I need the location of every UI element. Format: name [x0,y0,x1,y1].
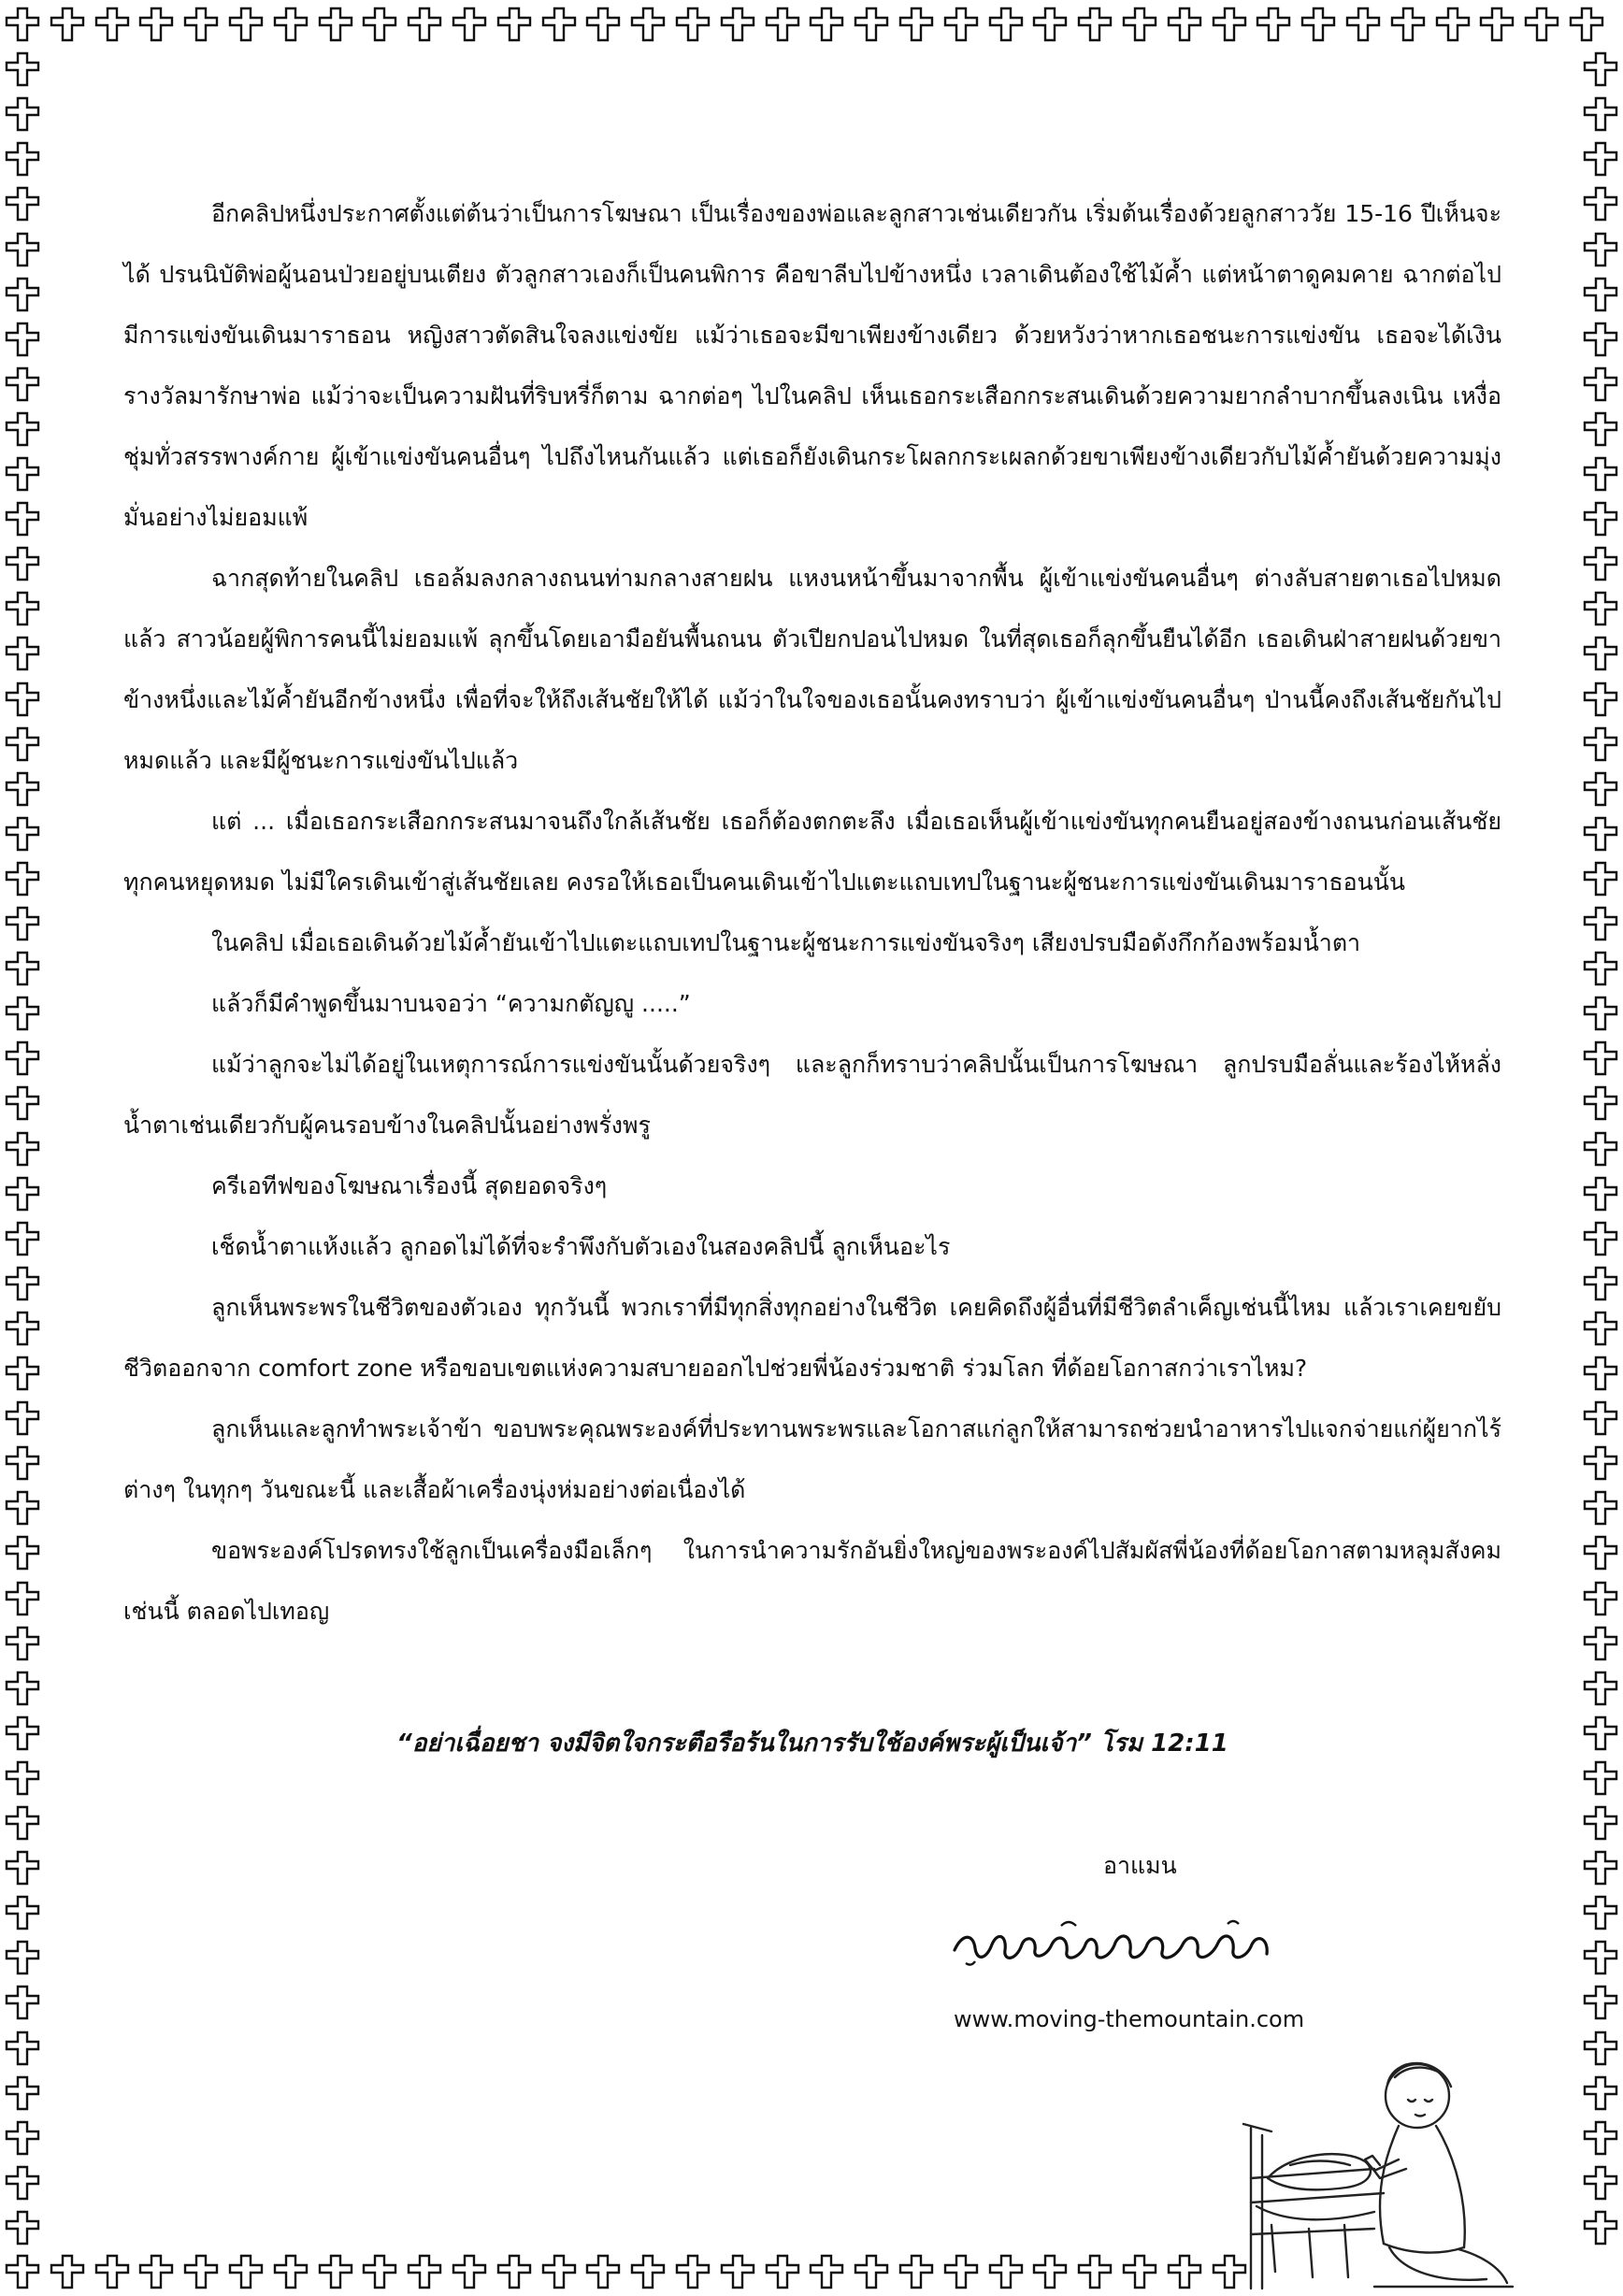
cross-icon [674,6,711,43]
cross-icon [4,185,41,222]
cross-icon [1582,366,1619,403]
cross-icon [496,6,533,43]
cross-icon [137,6,175,43]
paragraph: แม้ว่าลูกจะไม่ได้อยู่ในเหตุการณ์การแข่งขันนั้นด้วยจริงๆ และลูกก็ทราบว่าคลิปนั้นเป็นการโฆษณา ลูกปรบมือลั่นและร้องไห้หลั่งน้ำตาเช่นเดียวกับผู้คนรอบข้างในคลิปนั้นอย่างพรั่งพรู [123,1051,1501,1139]
cross-icon [4,95,41,133]
cross-icon [808,6,845,43]
cross-icon [4,1849,41,1887]
praying-child-illustration [1234,2038,1515,2290]
cross-icon [1582,1084,1619,1122]
cross-icon [451,2253,488,2290]
cross-icon [584,2253,622,2290]
cross-icon [4,905,41,942]
cross-icon [4,860,41,897]
cross-icon [4,1310,41,1347]
cross-icon [4,681,41,718]
cross-icon [1300,6,1337,43]
cross-icon [719,6,756,43]
paragraph: ฉากสุดท้ายในคลิป เธอล้มลงกลางถนนท่ามกลางสายฝน แหงนหน้าขึ้นมาจากพื้น ผู้เข้าแข่งขันคนอื่นๆ ต่างลับสายตาเธอไปหมดแล้ว สาวน้อยผู้พิการคนนี้ไม่ยอมแพ้ ลุกขึ้นโดยเอามือยันพื้นถนน ตัวเปียกปอนไปหมด ในที่สุดเธอก็ลุกขึ้นยืนได้อีก เธอเดินฝ่าสายฝนด้วยขาข้างหนึ่งและไม้ค้ำยันอีกข้างหนึ่ง เพื่อที่จะให้ถึงเส้นชัยให้ได้ แม้ว่าในใจของเธอนั้นคงทราบว่า ผู้เข้าแข่งขันคนอื่นๆ ป่านนี้คงถึงเส้นชัยกันไปหมดแล้ว และมีผู้ชนะการแข่งขันไปแล้ว [123,565,1501,774]
cross-icon [1582,1625,1619,1662]
cross-icon [1582,95,1619,133]
cross-icon [1582,681,1619,718]
cross-icon [4,1715,41,1752]
cross-icon [1389,6,1427,43]
cross-icon [1582,1310,1619,1347]
cross-icon [1582,950,1619,987]
cross-icon [4,366,41,403]
paragraph: ขอพระองค์โปรดทรงใช้ลูกเป็นเครื่องมือเล็กๆ ในการนำความรักอันยิ่งใหญ่ของพระองค์ไปสัมผัสพี่น้องที่ด้อยโอกาสตามหลุมสังคมเช่นนี้ ตลอดไปเทอญ [123,1537,1501,1625]
cross-icon [1582,1984,1619,2021]
cross-icon [1478,6,1515,43]
cross-icon [1582,1534,1619,1571]
cross-icon [4,2074,41,2112]
cross-icon [898,6,935,43]
handwritten-signature [949,1916,1285,1969]
website-url: www.moving-themountain.com [954,2006,1305,2032]
cross-icon [1076,6,1113,43]
cross-icon [317,2253,354,2290]
cross-icon [4,1489,41,1527]
cross-icon [1582,2074,1619,2112]
cross-icon [853,2253,890,2290]
cross-icon [1582,1939,1619,1976]
cross-icon [1582,905,1619,942]
cross-icon [406,6,443,43]
cross-icon [4,590,41,627]
cross-icon [1582,1670,1619,1707]
cross-icon [4,500,41,538]
cross-icon [1582,1040,1619,1077]
cross-icon [1582,1804,1619,1842]
cross-icon [764,2253,801,2290]
cross-icon [1582,500,1619,538]
cross-icon [4,1220,41,1257]
cross-icon [1031,6,1069,43]
cross-icon [584,6,622,43]
cross-icon [4,276,41,313]
cross-icon [1582,1220,1619,1257]
cross-icon [1031,2253,1069,2290]
cross-icon [1582,635,1619,672]
cross-icon [4,1894,41,1931]
cross-icon [272,2253,309,2290]
paragraph: อีกคลิปหนึ่งประกาศตั้งแต่ต้นว่าเป็นการโฆษณา เป็นเรื่องของพ่อและลูกสาวเช่นเดียวกัน เริ่มต้นเรื่องด้วยลูกสาววัย 15-16 ปีเห็นจะได้ ปรนนิบัติพ่อผู้นอนป่วยอยู่บนเตียง ตัวลูกสาวเองก็เป็นคนพิการ คือขาลีบไปข้างหนึ่ง เวลาเดินต้องใช้ไม้ค้ำ แต่หน้าตาดูคมคาย ฉากต่อไปมีการแข่งขันเดินมาราธอน หญิงสาวตัดสินใจลงแข่งขัย แม้ว่าเธอจะมีขาเพียงข้างเดียว ด้วยหวังว่าหากเธอชนะการแข่งขัน เธอจะได้เงินรางวัลมารักษาพ่อ แม้ว่าจะเป็นความฝันที่ริบหรี่ก็ตาม ฉากต่อๆ ไปในคลิป เห็นเธอกระเสือกกระสนเดินด้วยความยากลำบากขึ้นลงเนิน เหงื่อชุ่มทั่วสรรพางค์กาย ผู้เข้าแข่งขันคนอื่นๆ ไปถึงไหนกันแล้ว แต่เธอก็ยังเดินกระโผลกกระเผลกด้วยขาเพียงข้างเดียวกับไม้ค้ำยันด้วยความมุ่งมั่นอย่างไม่ยอมแพ้ [123,200,1501,531]
cross-icon [4,1399,41,1437]
cross-icon [182,2253,220,2290]
cross-icon [49,2253,86,2290]
cross-icon [1568,6,1605,43]
cross-icon [4,950,41,987]
cross-icon [4,1625,41,1662]
cross-icon [4,1130,41,1168]
cross-icon [1582,545,1619,582]
cross-icon [1582,1399,1619,1437]
cross-icon [4,1759,41,1797]
paragraph: แล้วก็มีคำพูดขึ้นมาบนจอว่า “ความกตัญญู .....” [211,990,691,1017]
closing-amen: อาแมน [1103,1852,1177,1879]
cross-icon [227,2253,265,2290]
cross-icon [942,6,980,43]
cross-icon [4,50,41,88]
cross-icon [361,6,398,43]
cross-icon [1582,50,1619,88]
cross-icon [4,545,41,582]
cross-icon [317,6,354,43]
cross-icon [1582,1894,1619,1931]
cross-icon [719,2253,756,2290]
cross-icon [4,1355,41,1392]
cross-icon [1523,6,1560,43]
cross-icon [1582,2030,1619,2067]
cross-icon [540,2253,578,2290]
cross-icon [4,1804,41,1842]
cross-icon [361,2253,398,2290]
cross-icon [942,2253,980,2290]
cross-icon [1582,1175,1619,1213]
cross-icon [4,2030,41,2067]
cross-icon [1255,6,1292,43]
cross-icon [227,6,265,43]
cross-icon [1582,590,1619,627]
cross-icon [182,6,220,43]
cross-icon [1582,410,1619,448]
cross-icon [4,1670,41,1707]
cross-icon [4,995,41,1032]
cross-icon [987,6,1025,43]
cross-icon [1582,2119,1619,2157]
cross-icon [1582,1130,1619,1168]
cross-icon [629,6,667,43]
cross-icon [4,2253,41,2290]
cross-icon [406,2253,443,2290]
cross-icon [1582,1759,1619,1797]
cross-icon [987,2253,1025,2290]
cross-icon [4,1984,41,2021]
cross-icon [1434,6,1472,43]
cross-icon [1582,1580,1619,1617]
cross-icon [1582,321,1619,358]
cross-icon [4,770,41,808]
cross-icon [4,2119,41,2157]
cross-icon [4,6,41,43]
cross-icon [540,6,578,43]
cross-icon [1121,2253,1158,2290]
cross-icon [1582,231,1619,268]
cross-icon [1582,995,1619,1032]
cross-icon [4,2164,41,2202]
cross-icon [1582,1355,1619,1392]
cross-icon [1166,6,1203,43]
paragraph: ครีเอทีฟของโฆษณาเรื่องนี้ สุดยอดจริงๆ [211,1172,608,1199]
cross-icon [93,6,131,43]
cross-icon [4,410,41,448]
cross-icon [1121,6,1158,43]
cross-icon [4,1040,41,1077]
scripture-quote: “อย่าเฉื่อยชา จงมีจิตใจกระตือรือร้นในการรับใช้องค์พระผู้เป็นเจ้า” โรม 12:11 [396,1729,1228,1758]
cross-icon [1166,2253,1203,2290]
cross-icon [1344,6,1382,43]
cross-icon [764,6,801,43]
cross-icon [1582,1265,1619,1302]
cross-icon [1582,455,1619,493]
cross-icon [1582,185,1619,222]
cross-icon [1582,140,1619,178]
paragraph: ลูกเห็นพระพรในชีวิตของตัวเอง ทุกวันนี้ พวกเราที่มีทุกสิ่งทุกอย่างในชีวิต เคยคิดถึงผู้อื่นที่มีชีวิตลำเค็ญเช่นนี้ไหม แล้วเราเคยขยับชีวิตออกจาก comfort zone หรือขอบเขตแห่งความสบายออกไปช่วยพี่น้องร่วมชาติ ร่วมโลก ที่ด้อยโอกาสกว่าเราไหม? [123,1294,1501,1382]
cross-icon [4,1580,41,1617]
paragraph: แต่ ... เมื่อเธอกระเสือกกระสนมาจนถึงใกล้เส้นชัย เธอก็ต้องตกตะลึง เมื่อเธอเห็นผู้เข้าแข่งขันทุกคนยืนอยู่สองข้างถนนก่อนเส้นชัย ทุกคนหยุดหมด ไม่มีใครเดินเข้าสู่เส้นชัยเลย คงรอให้เธอเป็นคนเดินเข้าไปแตะแถบเทปในฐานะผู้ชนะการแข่งขันเดินมาราธอนนั้น [123,808,1501,896]
cross-icon [1582,1849,1619,1887]
cross-icon [4,1939,41,1976]
cross-icon [1582,770,1619,808]
paragraph: ลูกเห็นและลูกทำพระเจ้าข้า ขอบพระคุณพระองค์ที่ประทานพระพรและโอกาสแก่ลูกให้สามารถช่วยนำอาหารไปแจกจ่ายแก่ผู้ยากไร้ต่างๆ ในทุกๆ วันขณะนี้ และเสื้อผ้าเครื่องนุ่งห่มอย่างต่อเนื่องได้ [123,1415,1501,1503]
cross-icon [1582,815,1619,853]
cross-icon [674,2253,711,2290]
cross-icon [4,1534,41,1571]
cross-icon [4,1175,41,1213]
cross-icon [4,1444,41,1482]
cross-icon [4,455,41,493]
cross-icon [4,140,41,178]
cross-icon [4,1265,41,1302]
cross-icon [496,2253,533,2290]
cross-icon [1582,725,1619,763]
cross-icon [1582,860,1619,897]
cross-icon [4,321,41,358]
cross-icon [4,1084,41,1122]
cross-icon [4,231,41,268]
paragraph: ในคลิป เมื่อเธอเดินด้วยไม้ค้ำยันเข้าไปแตะแถบเทปในฐานะผู้ชนะการแข่งขันจริงๆ เสียงปรบมือดังกึกก้องพร้อมน้ำตา [211,929,1361,956]
cross-icon [1211,6,1248,43]
cross-icon [808,2253,845,2290]
cross-icon [137,2253,175,2290]
cross-icon [1076,2253,1113,2290]
cross-icon [1582,1489,1619,1527]
cross-icon [451,6,488,43]
cross-icon [1582,276,1619,313]
cross-icon [49,6,86,43]
cross-icon [1582,2164,1619,2202]
body-text [123,183,1501,1642]
cross-icon [272,6,309,43]
paragraph: เช็ดน้ำตาแห้งแล้ว ลูกอดไม่ได้ที่จะรำพึงกับตัวเองในสองคลิปนี้ ลูกเห็นอะไร [211,1233,951,1260]
cross-icon [1582,1715,1619,1752]
cross-icon [93,2253,131,2290]
cross-icon [1582,2209,1619,2246]
cross-icon [4,725,41,763]
cross-icon [1582,1444,1619,1482]
cross-icon [629,2253,667,2290]
cross-icon [4,635,41,672]
cross-icon [4,2209,41,2246]
cross-icon [853,6,890,43]
cross-icon [898,2253,935,2290]
cross-icon [4,815,41,853]
